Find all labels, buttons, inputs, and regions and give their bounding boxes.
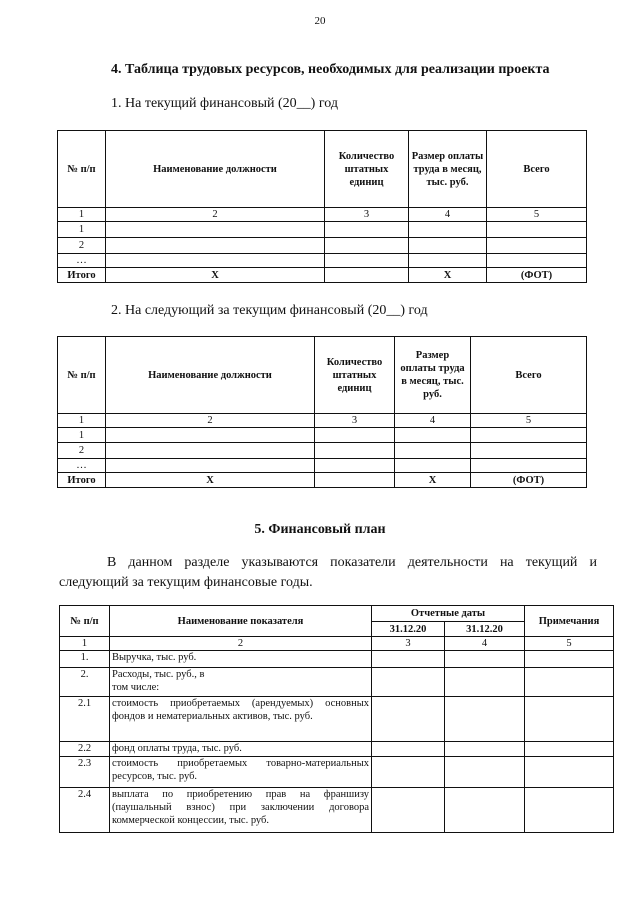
cell xyxy=(525,651,614,668)
cell: 3 xyxy=(325,208,409,222)
page-number: 20 xyxy=(314,15,326,27)
cell xyxy=(409,254,487,268)
cell: … xyxy=(58,459,106,473)
cell: X xyxy=(409,268,487,283)
cell xyxy=(106,254,325,268)
table-row xyxy=(58,254,587,268)
table-row xyxy=(58,428,587,443)
cell: 2 xyxy=(58,238,106,254)
cell xyxy=(445,757,525,788)
financial-plan-table xyxy=(59,605,614,833)
cell: 5 xyxy=(471,414,587,428)
row-name: Выручка, тыс. руб. xyxy=(110,651,372,668)
cell: 1 xyxy=(58,414,106,428)
row-name: фонд оплаты труда, тыс. руб. xyxy=(110,742,372,757)
header-staff-units: Количество штатных единиц xyxy=(315,337,395,414)
cell xyxy=(372,697,445,742)
cell xyxy=(487,254,587,268)
cell xyxy=(409,222,487,238)
total-row xyxy=(58,268,587,283)
cell xyxy=(525,757,614,788)
table-row xyxy=(60,742,614,757)
header-total: Всего xyxy=(471,337,587,414)
cell xyxy=(409,238,487,254)
table-row xyxy=(60,788,614,833)
cell xyxy=(487,238,587,254)
cell xyxy=(471,428,587,443)
header-total: Всего xyxy=(487,131,587,208)
cell xyxy=(525,788,614,833)
cell xyxy=(525,697,614,742)
row-num: 2.1 xyxy=(60,697,110,742)
cell xyxy=(372,668,445,697)
cell xyxy=(315,428,395,443)
table-2-subtitle: 2. На следующий за текущим финансовый (20__) год xyxy=(111,303,428,318)
staff-table-next-year xyxy=(57,336,587,488)
cell xyxy=(372,788,445,833)
header-notes: Примечания xyxy=(525,606,614,637)
row-num: 1. xyxy=(60,651,110,668)
cell xyxy=(525,742,614,757)
cell: … xyxy=(58,254,106,268)
header-position: Наименование должности xyxy=(106,337,315,414)
table-row xyxy=(58,459,587,473)
cell: 5 xyxy=(525,637,614,651)
cell: 1 xyxy=(58,208,106,222)
cell xyxy=(445,742,525,757)
row-name: стоимость приобретаемых (арендуемых) основных фондов и нематериальных активов, тыс. руб. xyxy=(110,697,372,742)
cell xyxy=(315,443,395,459)
cell: 3 xyxy=(372,637,445,651)
header-position: Наименование должности xyxy=(106,131,325,208)
cell: (ФОТ) xyxy=(487,268,587,283)
cell xyxy=(106,443,315,459)
cell: (ФОТ) xyxy=(471,473,587,488)
header-num: № п/п xyxy=(58,131,106,208)
section-4-title: 4. Таблица трудовых ресурсов, необходимых для реализации проекта xyxy=(111,62,550,77)
header-report-dates: Отчетные даты xyxy=(372,606,525,622)
cell: 3 xyxy=(315,414,395,428)
cell xyxy=(372,651,445,668)
cell: 4 xyxy=(395,414,471,428)
header-num: № п/п xyxy=(60,606,110,637)
row-name: Расходы, тыс. руб., в том числе: xyxy=(110,668,372,697)
cell xyxy=(315,473,395,488)
table-row xyxy=(58,222,587,238)
table-row xyxy=(60,668,614,697)
table-row xyxy=(60,757,614,788)
section-5-paragraph xyxy=(59,553,597,593)
cell xyxy=(372,742,445,757)
cell: X xyxy=(106,268,325,283)
cell xyxy=(325,268,409,283)
cell xyxy=(525,668,614,697)
table-row xyxy=(58,238,587,254)
table-row xyxy=(60,697,614,742)
column-numbers-row xyxy=(60,637,614,651)
cell xyxy=(106,428,315,443)
total-label: Итого xyxy=(58,268,106,283)
total-label: Итого xyxy=(58,473,106,488)
cell: 1 xyxy=(60,637,110,651)
cell: 2 xyxy=(110,637,372,651)
cell xyxy=(445,697,525,742)
header-date-2: 31.12.20 xyxy=(445,622,525,637)
header-num: № п/п xyxy=(58,337,106,414)
cell: 1 xyxy=(58,428,106,443)
table-row xyxy=(58,443,587,459)
total-row xyxy=(58,473,587,488)
cell: 1 xyxy=(58,222,106,238)
cell: 4 xyxy=(409,208,487,222)
row-num: 2.3 xyxy=(60,757,110,788)
cell xyxy=(445,651,525,668)
header-indicator: Наименование показателя xyxy=(110,606,372,637)
header-date-1: 31.12.20 xyxy=(372,622,445,637)
row-num: 2.4 xyxy=(60,788,110,833)
cell xyxy=(325,222,409,238)
cell: 4 xyxy=(445,637,525,651)
cell xyxy=(325,254,409,268)
row-name: выплата по приобретению прав на франшизу (паушальный взнос) при заключении договора коммерческой концессии, тыс. руб. xyxy=(110,788,372,833)
cell xyxy=(471,459,587,473)
cell xyxy=(106,222,325,238)
table-row xyxy=(60,651,614,668)
row-num: 2. xyxy=(60,668,110,697)
column-numbers-row xyxy=(58,208,587,222)
cell xyxy=(372,757,445,788)
row-name: стоимость приобретаемых товарно-материальных ресурсов, тыс. руб. xyxy=(110,757,372,788)
staff-table-current-year xyxy=(57,130,587,283)
cell xyxy=(395,428,471,443)
cell xyxy=(395,459,471,473)
header-staff-units: Количество штатных единиц xyxy=(325,131,409,208)
cell: 5 xyxy=(487,208,587,222)
table-1-subtitle: 1. На текущий финансовый (20__) год xyxy=(111,96,338,111)
cell xyxy=(395,443,471,459)
cell xyxy=(315,459,395,473)
cell xyxy=(445,788,525,833)
header-salary: Размер оплаты труда в месяц, тыс. руб. xyxy=(409,131,487,208)
cell: 2 xyxy=(58,443,106,459)
cell: X xyxy=(395,473,471,488)
cell: 2 xyxy=(106,414,315,428)
column-numbers-row xyxy=(58,414,587,428)
cell xyxy=(487,222,587,238)
row-num: 2.2 xyxy=(60,742,110,757)
paragraph-text: В данном разделе указываются показатели деятельности на текущий и следующий за текущим финансовые годы. xyxy=(59,555,597,590)
cell xyxy=(325,238,409,254)
cell xyxy=(471,443,587,459)
header-salary: Размер оплаты труда в месяц, тыс. руб. xyxy=(395,337,471,414)
cell xyxy=(106,459,315,473)
cell: X xyxy=(106,473,315,488)
cell xyxy=(106,238,325,254)
cell xyxy=(445,668,525,697)
section-5-title: 5. Финансовый план xyxy=(254,522,386,537)
cell: 2 xyxy=(106,208,325,222)
